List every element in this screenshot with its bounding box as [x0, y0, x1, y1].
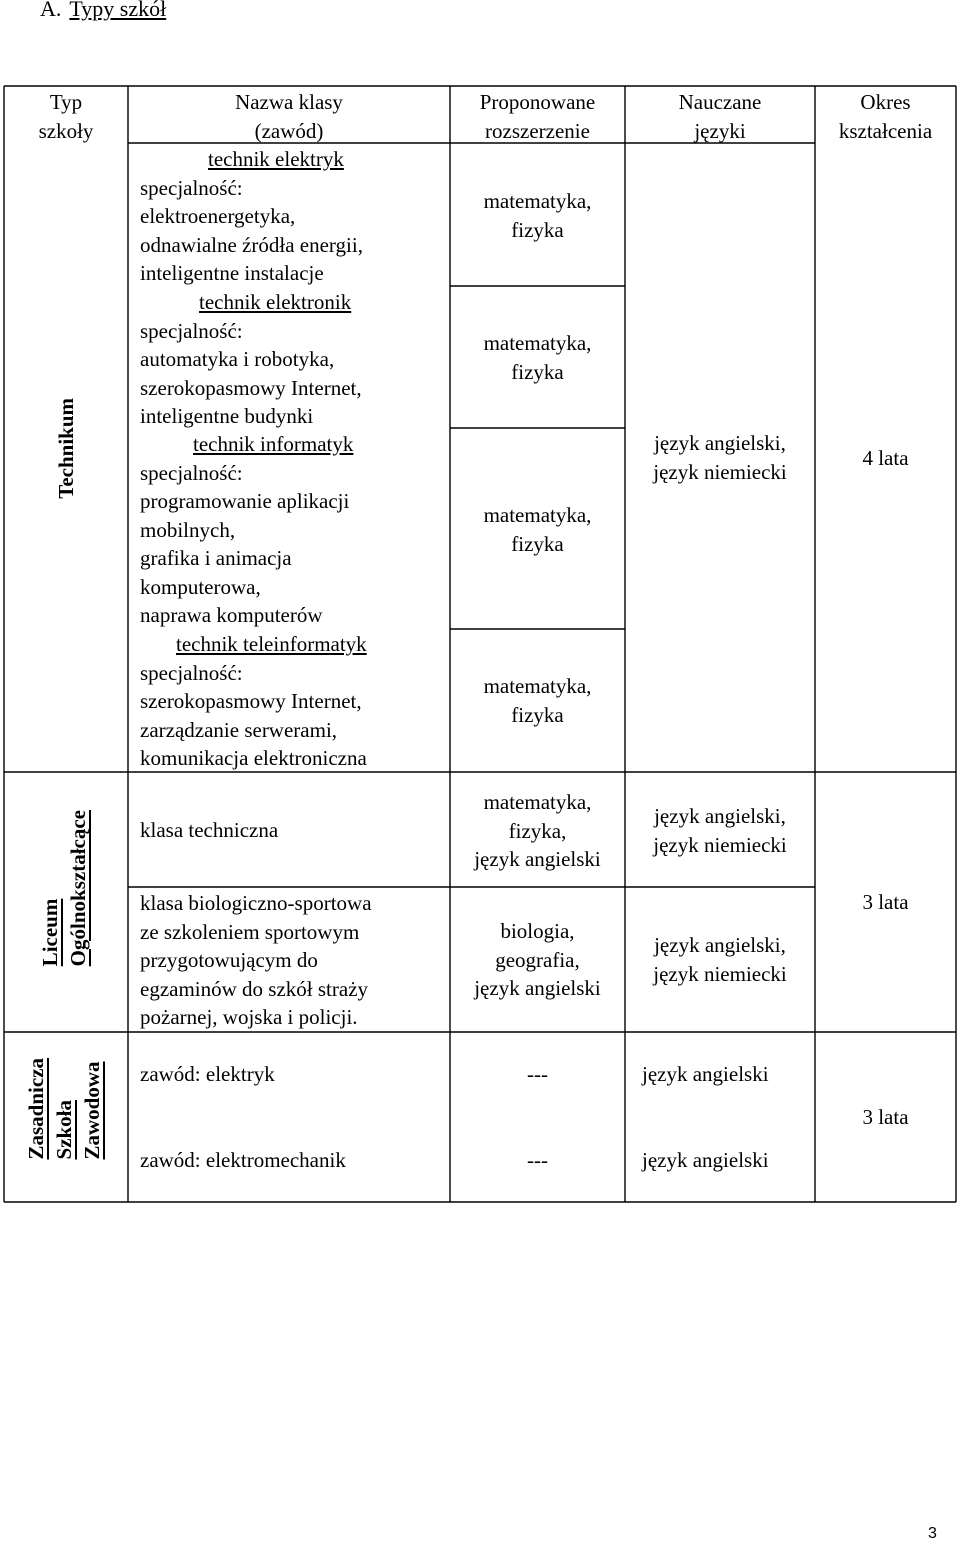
zasadnicza-label-line-1: Zasadnicza — [24, 1058, 48, 1160]
zasadnicza-label-line-3: Zawodowa — [80, 1061, 104, 1160]
technikum-row-teleinformatics — [140, 630, 367, 773]
class-line: grafika i animacja — [140, 546, 292, 570]
technikum-extension-4 — [450, 672, 625, 729]
language-line: język angielski, — [654, 933, 786, 957]
technikum-extension-3 — [450, 501, 625, 558]
language-line: język niemiecki — [653, 459, 787, 484]
technikum-row-it — [140, 430, 353, 630]
class-line: inteligentne budynki — [140, 404, 314, 428]
extension-line: fizyka, — [508, 818, 567, 843]
class-line: mobilnych, — [140, 517, 236, 542]
technikum-label-text: Technikum — [54, 398, 78, 499]
header-period-line-1: Okres — [860, 90, 911, 114]
extension-line: matematyka, — [483, 189, 592, 213]
page-number: 3 — [928, 1525, 937, 1542]
extension-line: biologia, — [500, 919, 575, 943]
extension-line: fizyka — [511, 359, 564, 384]
extension-line: matematyka, — [483, 790, 592, 814]
class-line: komputerowa, — [140, 574, 261, 599]
liceum-label-line-2: Ogólnokształcące — [66, 810, 90, 967]
extension-line: matematyka, — [483, 674, 592, 698]
extension-line: język angielski — [474, 847, 601, 871]
class-line: klasa techniczna — [140, 818, 279, 842]
liceum-label — [36, 810, 92, 966]
class-line: specjalność: — [140, 460, 243, 485]
period-text: 3 lata — [862, 890, 909, 914]
technikum-row-electrician — [140, 145, 363, 288]
liceum-row-bio-sport — [140, 889, 372, 1032]
class-line: inteligentne instalacje — [140, 261, 324, 285]
class-line: szerokopasmowy Internet, — [140, 375, 362, 400]
language-line: język angielski — [642, 1148, 769, 1172]
class-line: naprawa komputerów — [140, 603, 323, 627]
header-extension — [450, 88, 625, 145]
profession-name: zawód: elektromechanik — [140, 1148, 346, 1172]
class-line: klasa biologiczno-sportowa — [140, 891, 372, 915]
zasadnicza-extension-2 — [450, 1146, 625, 1175]
class-title: technik elektronik — [199, 290, 352, 314]
liceum-row-technical — [140, 816, 278, 845]
header-type-line-2: szkoły — [38, 118, 94, 143]
extension-line: język angielski — [474, 976, 601, 1000]
header-languages-line-2: języki — [694, 118, 746, 143]
liceum-label-line-1: Liceum — [38, 898, 62, 967]
technikum-period — [815, 444, 956, 473]
header-period-line-2: kształcenia — [838, 118, 933, 143]
class-line: szerokopasmowy Internet, — [140, 689, 362, 713]
class-line: automatyka i robotyka, — [140, 347, 335, 371]
header-extension-line-2: rozszerzenie — [485, 118, 590, 143]
extension-line: geografia, — [495, 947, 580, 972]
language-line: język angielski, — [654, 431, 786, 455]
technikum-extension-1 — [450, 187, 625, 244]
header-languages — [625, 88, 815, 145]
heading-letter: A. — [40, 0, 62, 21]
profession-name: zawód: elektryk — [140, 1062, 275, 1086]
language-line: język angielski — [642, 1062, 769, 1086]
zasadnicza-languages-2 — [642, 1146, 769, 1175]
header-class-name — [128, 88, 450, 145]
liceum-period — [815, 888, 956, 917]
header-languages-line-1: Nauczane — [678, 90, 762, 114]
extension-line: fizyka — [511, 531, 564, 556]
class-title: technik elektryk — [208, 147, 344, 171]
class-line: specjalność: — [140, 660, 243, 685]
extension-dashes: --- — [527, 1062, 548, 1086]
liceum-languages-2 — [625, 931, 815, 988]
zasadnicza-row-electromechanic — [140, 1146, 346, 1175]
zasadnicza-label — [22, 1058, 106, 1160]
extension-dashes: --- — [527, 1148, 548, 1172]
zasadnicza-extension-1 — [450, 1060, 625, 1089]
header-extension-line-1: Proponowane — [479, 90, 596, 114]
class-line: programowanie aplikacji — [140, 489, 350, 513]
header-type-line-1: Typ — [49, 90, 83, 114]
language-line: język niemiecki — [653, 832, 787, 857]
technikum-label — [52, 398, 80, 499]
liceum-languages-1 — [625, 802, 815, 859]
language-line: język niemiecki — [653, 961, 787, 986]
class-line: specjalność: — [140, 318, 243, 343]
technikum-extension-2 — [450, 329, 625, 386]
zasadnicza-label-line-2: Szkoła — [52, 1100, 76, 1160]
class-line: odnawialne źródła energii, — [140, 232, 363, 257]
header-class-line-2: (zawód) — [254, 118, 324, 143]
extension-line: fizyka — [511, 217, 564, 242]
class-title: technik teleinformatyk — [176, 632, 367, 656]
zasadnicza-period — [815, 1103, 956, 1132]
extension-line: matematyka, — [483, 503, 592, 527]
period-text: 3 lata — [862, 1105, 909, 1129]
period-text: 4 lata — [862, 446, 909, 470]
class-line: elektroenergetyka, — [140, 204, 296, 228]
zasadnicza-languages-1 — [642, 1060, 769, 1089]
header-class-line-1: Nazwa klasy — [235, 90, 343, 114]
class-line: przygotowującym do — [140, 948, 318, 972]
class-line: zarządzanie serwerami, — [140, 717, 338, 742]
extension-line: matematyka, — [483, 331, 592, 355]
language-line: język angielski, — [654, 804, 786, 828]
class-line: egzaminów do szkół straży — [140, 976, 369, 1001]
class-line: specjalność: — [140, 175, 243, 200]
extension-line: fizyka — [511, 702, 564, 727]
liceum-extension-1 — [450, 788, 625, 874]
heading-title: Typy szkół — [69, 0, 167, 21]
zasadnicza-row-electrician — [140, 1060, 275, 1089]
technikum-languages — [625, 429, 815, 486]
class-title: technik informatyk — [193, 432, 354, 456]
header-type — [4, 88, 128, 145]
class-line: ze szkoleniem sportowym — [140, 919, 360, 944]
technikum-row-electronics — [140, 288, 362, 431]
class-line: komunikacja elektroniczna — [140, 746, 367, 770]
page-heading — [40, 0, 166, 24]
header-period — [815, 88, 956, 145]
class-line: pożarnej, wojska i policji. — [140, 1005, 358, 1029]
liceum-extension-2 — [450, 917, 625, 1003]
